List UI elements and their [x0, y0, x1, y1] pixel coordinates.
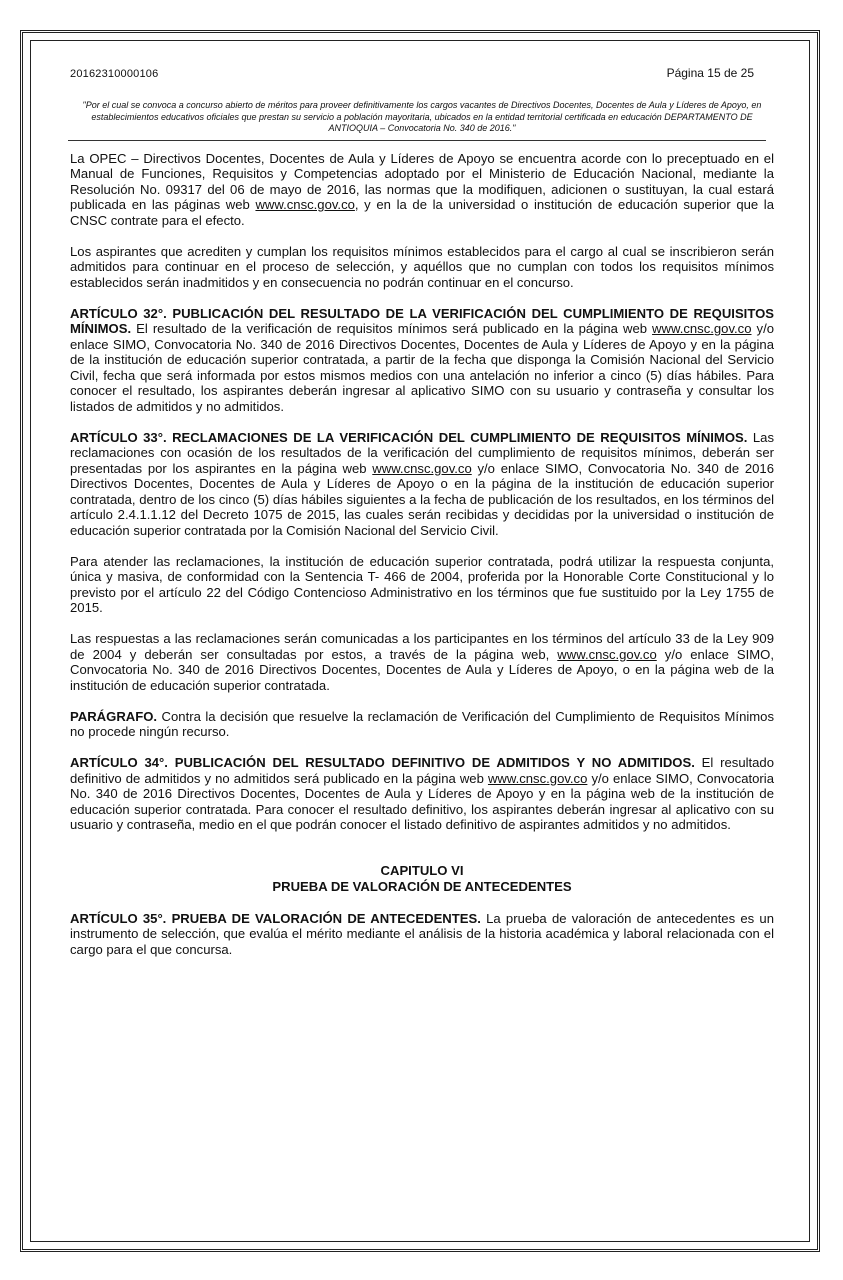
- text: Contra la decisión que resuelve la reclamación de Verificación del Cumplimiento de Requisitos Mínimos no procede ningún recurso.: [70, 708, 774, 739]
- text: y/o enlace SIMO, Convocatoria No. 340 de 2016 Directivos Docentes, Docentes de Aula y Líderes de Apoyo o en la página de la institución de educación superior contratada, dentro de los cinco (5) días hábiles siguientes a la fecha de publicación de los resultados, en los términos del artículo 2.4.1.1.12 del Decreto 1075 de 2015, las cuales serán recibidas y decididas por la universidad o institución de educación superior contratada por la Comisión Nacional del Servicio Civil.: [70, 460, 774, 538]
- page-number: Página 15 de 25: [666, 66, 754, 80]
- file-number: 20162310000106: [70, 68, 159, 80]
- document-page: [70, 58, 774, 973]
- text: La prueba de valoración de antecedentes es un instrumento de selección, que evalúa el mérito mediante el análisis de la historia académica y laboral relacionada con el cargo para el que concursa.: [70, 910, 774, 957]
- chapter-number: CAPITULO VI: [380, 862, 464, 878]
- article-35-title: ARTÍCULO 35°. PRUEBA DE VALORACIÓN DE ANTECEDENTES.: [70, 910, 481, 926]
- resolution-title: "Por el cual se convoca a concurso abierto de méritos para proveer definitivamente los cargos vacantes de Directivos Docentes, Docentes de Aula y Líderes de Apoyo, en establecimientos educativos oficiales que prestan su servicio a población mayoritaria, ubicados en la entidad territorial certificada en educación DEPARTAMENTO DE ANTIOQUIA – Convocatoria No. 340 de 2016.": [82, 100, 762, 133]
- document-body: [70, 151, 774, 958]
- text: Las respuestas a las reclamaciones serán comunicadas a los participantes en los términos del artículo 33 de la Ley 909 de 2004 y deberán ser consultadas por estos, a través de la página web,: [70, 631, 774, 662]
- article-34: [70, 755, 774, 833]
- text: , y en la de la universidad o institución de educación superior que la CNSC contrate para el efecto.: [70, 197, 775, 228]
- article-33: [70, 430, 774, 539]
- text: El resultado de la verificación de requisitos mínimos será publicado en la página web: [131, 321, 653, 336]
- link-cnsc[interactable]: www.cnsc.gov.co: [255, 197, 355, 212]
- text: y/o enlace SIMO, Convocatoria No. 340 de 2016 Directivos Docentes, Docentes de Aula y Líderes de Apoyo y en la página web de la institución de educación superior contratada. Para conocer el resultado definitivo, los aspirantes deberán ingresar al aplicativo con su usuario y contraseña, medio en el que podrán conocer el listado definitivo de aspirantes admitidos y no admitidos.: [70, 770, 774, 832]
- article-32: [70, 306, 774, 415]
- article-33-title: ARTÍCULO 33°. RECLAMACIONES DE LA VERIFICACIÓN DEL CUMPLIMIENTO DE REQUISITOS MÍNIMOS.: [70, 429, 748, 445]
- link-cnsc[interactable]: www.cnsc.gov.co: [557, 646, 657, 662]
- link-cnsc[interactable]: www.cnsc.gov.co: [487, 770, 588, 786]
- link-cnsc[interactable]: www.cnsc.gov.co: [652, 321, 752, 336]
- paragraph-respuestas: [70, 631, 774, 693]
- text: y/o enlace SIMO, Convocatoria No. 340 de 2016 Directivos Docentes, Docentes de Aula y Líderes de Apoyo y en la página de la institución de educación superior contratada, a partir de la fecha que disponga la Comisión Nacional del Servicio Civil, fecha que será informada por estos mismos medios con una antelación no inferior a cinco (5) días hábiles. Para conocer el resultado, los aspirantes deberán ingresar al aplicativo SIMO con su usuario y contraseña y consultar los listados de admitidos y no admitidos.: [70, 321, 774, 414]
- paragrafo: [70, 709, 774, 740]
- paragrafo-title: PARÁGRAFO.: [70, 708, 158, 724]
- text: La OPEC – Directivos Docentes, Docentes de Aula y Líderes de Apoyo se encuentra acorde con lo preceptuado en el Manual de Funciones, Requisitos y Competencias adoptado por el Ministerio de Educación Nacional, mediante la Resolución No. 09317 del 06 de mayo de 2016, las normas que la modifiquen, adicionen o sustituyan, la cual estará publicada en las páginas web: [70, 150, 774, 212]
- paragraph-reclamaciones: Para atender las reclamaciones, la institución de educación superior contratada, podrá utilizar la respuesta conjunta, única y masiva, de conformidad con la Sentencia T- 466 de 2004, proferida por la Honorable Corte Constitucional y lo previsto por el artículo 22 del Código Contencioso Administrativo en los términos que fue sustituido por la Ley 1755 de 2015.: [70, 553, 774, 615]
- header-divider: [68, 140, 766, 141]
- text: El resultado definitivo de admitidos y no admitidos será publicado en la página web: [70, 755, 774, 786]
- text: Las reclamaciones con ocasión de los resultados de la verificación del cumplimiento de requisitos mínimos, deberán ser presentadas por los aspirantes en la página web: [70, 429, 775, 476]
- article-35: [70, 911, 774, 958]
- article-32-title: ARTÍCULO 32°. PUBLICACIÓN DEL RESULTADO DE LA VERIFICACIÓN DEL CUMPLIMIENTO DE REQUISITOS MÍNIMOS.: [70, 305, 774, 336]
- text: y/o enlace SIMO, Convocatoria No. 340 de 2016 Directivos Docentes, Docentes de Aula y Líderes de Apoyo, o en la página web de la institución de educación superior contratada.: [70, 646, 774, 693]
- link-cnsc[interactable]: www.cnsc.gov.co: [372, 460, 472, 476]
- chapter-title: PRUEBA DE VALORACIÓN DE ANTECEDENTES: [272, 878, 572, 894]
- article-34-title: ARTÍCULO 34°. PUBLICACIÓN DEL RESULTADO DEFINITIVO DE ADMITIDOS Y NO ADMITIDOS.: [70, 755, 695, 770]
- paragraph-aspirantes: Los aspirantes que acrediten y cumplan los requisitos mínimos establecidos para el cargo al cual se inscribieron serán admitidos para continuar en el proceso de selección, y aquéllos que no cumplan con todos los requisitos mínimos establecidos serán inadmitidos y en consecuencia no podrán continuar en el concurso.: [70, 243, 774, 290]
- page-header: [70, 58, 774, 80]
- chapter-heading: [70, 863, 774, 895]
- paragraph-opec: [70, 151, 774, 229]
